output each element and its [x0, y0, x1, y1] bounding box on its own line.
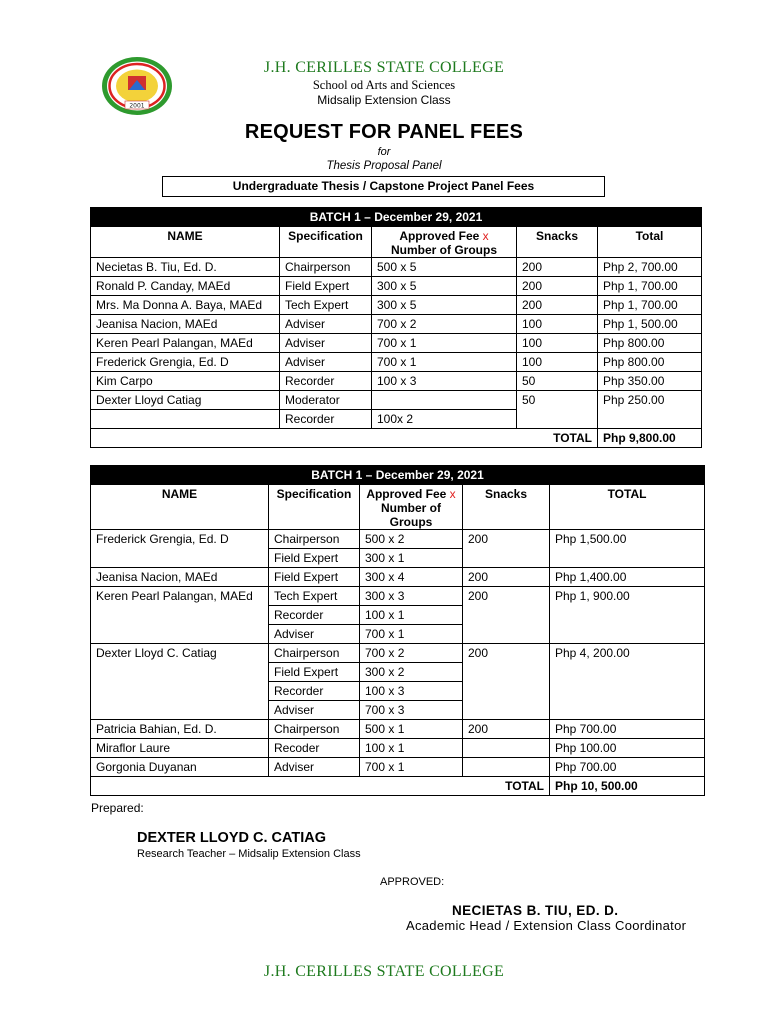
total-cell: Php 250.00	[598, 391, 702, 410]
total-cell	[598, 410, 702, 429]
snacks-cell: 200	[463, 530, 550, 568]
name-cell: Frederick Grengia, Ed. D	[91, 530, 269, 568]
total-cell: Php 800.00	[598, 334, 702, 353]
approved-fee-label: Approved Fee	[399, 229, 480, 243]
approved-fee-cell	[372, 391, 517, 410]
specification-cell: Chairperson	[280, 258, 372, 277]
col-snacks-header: Snacks	[463, 485, 550, 530]
snacks-cell: 200	[517, 296, 598, 315]
specification-cell: Field Expert	[280, 277, 372, 296]
approved-fee-cell: 300 x 5	[372, 277, 517, 296]
specification-cell: Adviser	[280, 315, 372, 334]
approved-fee-cell: 500 x 2	[360, 530, 463, 549]
total-row	[91, 429, 702, 448]
table-row	[91, 758, 705, 777]
specification-cell: Field Expert	[269, 549, 360, 568]
name-cell	[91, 410, 280, 429]
times-mark: x	[482, 229, 489, 243]
total-cell: Php 2, 700.00	[598, 258, 702, 277]
total-cell: Php 1, 500.00	[598, 315, 702, 334]
approved-fee-cell: 100x 2	[372, 410, 517, 429]
batch2-header-row	[91, 466, 705, 485]
specification-cell: Adviser	[280, 334, 372, 353]
approved-fee-cell: 700 x 2	[360, 644, 463, 663]
approved-fee-cell: 700 x 1	[360, 758, 463, 777]
specification-cell: Adviser	[280, 353, 372, 372]
approver-name: NECIETAS B. TIU, ED. D.	[452, 903, 619, 918]
approved-fee-cell: 700 x 3	[360, 701, 463, 720]
table-row	[91, 644, 705, 663]
approved-fee-label: Approved Fee	[366, 487, 447, 501]
specification-cell: Tech Expert	[269, 587, 360, 606]
table-row	[91, 334, 702, 353]
snacks-cell: 200	[517, 258, 598, 277]
name-cell: Gorgonia Duyanan	[91, 758, 269, 777]
col-snacks-header: Snacks	[517, 227, 598, 258]
total-cell: Php 700.00	[550, 758, 705, 777]
college-name-footer: J.H. CERILLES STATE COLLEGE	[263, 963, 505, 980]
specification-cell: Chairperson	[269, 644, 360, 663]
name-cell: Keren Pearl Palangan, MAEd	[91, 587, 269, 644]
approved-fee-cell: 300 x 2	[360, 663, 463, 682]
table-row	[91, 587, 705, 606]
total-cell: Php 1, 900.00	[550, 587, 705, 644]
approved-fee-cell: 700 x 2	[372, 315, 517, 334]
svg-text:2001: 2001	[129, 102, 145, 110]
approved-fee-cell: 500 x 1	[360, 720, 463, 739]
approved-fee-cell: 300 x 4	[360, 568, 463, 587]
table-row	[91, 739, 705, 758]
total-cell: Php 100.00	[550, 739, 705, 758]
number-of-label: Number of	[381, 501, 441, 515]
name-cell: Jeanisa Nacion, MAEd	[91, 568, 269, 587]
preparer-title: Research Teacher – Midsalip Extension Class	[137, 848, 361, 860]
name-cell: Kim Carpo	[91, 372, 280, 391]
table-row	[91, 372, 702, 391]
total-cell: Php 1,500.00	[550, 530, 705, 568]
specification-cell: Chairperson	[269, 530, 360, 549]
total-cell: Php 1, 700.00	[598, 277, 702, 296]
total-row	[91, 777, 705, 796]
col-specification-header: Specification	[269, 485, 360, 530]
total-cell: Php 350.00	[598, 372, 702, 391]
total-cell: Php 700.00	[550, 720, 705, 739]
snacks-cell: 200	[463, 644, 550, 720]
table-row	[91, 353, 702, 372]
extension-name: Midsalip Extension Class	[317, 93, 451, 107]
specification-cell: Field Expert	[269, 663, 360, 682]
approver-title: Academic Head / Extension Class Coordinator	[406, 918, 687, 933]
times-mark: x	[449, 487, 456, 501]
school-name: School od Arts and Sciences	[312, 78, 456, 92]
name-cell: Miraflor Laure	[91, 739, 269, 758]
batch1-column-headers	[91, 227, 702, 258]
total-cell: Php 4, 200.00	[550, 644, 705, 720]
snacks-cell: 200	[517, 277, 598, 296]
approved-fee-cell: 700 x 1	[372, 334, 517, 353]
prepared-label: Prepared:	[91, 801, 144, 815]
snacks-cell: 100	[517, 353, 598, 372]
snacks-cell: 100	[517, 315, 598, 334]
table-row	[91, 720, 705, 739]
name-cell: Keren Pearl Palangan, MAEd	[91, 334, 280, 353]
snacks-cell	[463, 758, 550, 777]
table-row	[91, 391, 702, 410]
name-cell: Patricia Bahian, Ed. D.	[91, 720, 269, 739]
col-total-header: TOTAL	[550, 485, 705, 530]
preparer-name: DEXTER LLOYD C. CATIAG	[137, 830, 327, 846]
groups-label: Groups	[389, 515, 433, 529]
total-cell: Php 1,400.00	[550, 568, 705, 587]
specification-cell: Recorder	[269, 682, 360, 701]
table-row	[91, 277, 702, 296]
number-of-groups-label: Number of Groups	[390, 243, 497, 257]
snacks-cell	[517, 410, 598, 429]
for-label: for	[377, 146, 391, 158]
approved-label: APPROVED:	[380, 876, 445, 888]
total-cell: Php 1, 700.00	[598, 296, 702, 315]
table-row	[91, 315, 702, 334]
approved-fee-cell: 500 x 5	[372, 258, 517, 277]
approved-fee-cell: 300 x 5	[372, 296, 517, 315]
total-cell: Php 800.00	[598, 353, 702, 372]
col-approved-fee-header	[360, 485, 463, 530]
approved-fee-cell: 700 x 1	[372, 353, 517, 372]
total-value: Php 9,800.00	[598, 429, 702, 448]
specification-cell: Adviser	[269, 758, 360, 777]
table-row	[91, 258, 702, 277]
batch1-fees-table	[90, 207, 702, 448]
specification-cell: Recorder	[280, 410, 372, 429]
specification-cell: Chairperson	[269, 720, 360, 739]
specification-cell: Adviser	[269, 625, 360, 644]
col-approved-fee-header	[372, 227, 517, 258]
name-cell: Mrs. Ma Donna A. Baya, MAEd	[91, 296, 280, 315]
approved-fee-cell: 300 x 3	[360, 587, 463, 606]
name-cell: Jeanisa Nacion, MAEd	[91, 315, 280, 334]
approved-fee-cell: 700 x 1	[360, 625, 463, 644]
panel-type: Thesis Proposal Panel	[326, 160, 442, 172]
document-title: REQUEST FOR PANEL FEES	[244, 121, 524, 143]
snacks-cell: 200	[463, 568, 550, 587]
approved-fee-cell: 100 x 1	[360, 606, 463, 625]
name-cell: Necietas B. Tiu, Ed. D.	[91, 258, 280, 277]
approved-fee-cell: 100 x 3	[372, 372, 517, 391]
snacks-cell: 200	[463, 587, 550, 644]
name-cell: Ronald P. Canday, MAEd	[91, 277, 280, 296]
col-total-header: Total	[598, 227, 702, 258]
col-specification-header: Specification	[280, 227, 372, 258]
col-name-header: NAME	[91, 485, 269, 530]
snacks-cell: 50	[517, 372, 598, 391]
snacks-cell: 100	[517, 334, 598, 353]
specification-cell: Recorder	[280, 372, 372, 391]
table-row	[91, 530, 705, 549]
batch2-column-headers	[91, 485, 705, 530]
approved-fee-cell: 100 x 1	[360, 739, 463, 758]
col-name-header: NAME	[91, 227, 280, 258]
snacks-cell: 200	[463, 720, 550, 739]
specification-cell: Adviser	[269, 701, 360, 720]
table-row	[91, 410, 702, 429]
name-cell: Dexter Lloyd C. Catiag	[91, 644, 269, 720]
table-row	[91, 568, 705, 587]
specification-cell: Recorder	[269, 606, 360, 625]
name-cell: Frederick Grengia, Ed. D	[91, 353, 280, 372]
snacks-cell	[463, 739, 550, 758]
batch2-title: BATCH 1 – December 29, 2021	[91, 466, 705, 485]
total-label: TOTAL	[91, 429, 598, 448]
college-name-header: J.H. CERILLES STATE COLLEGE	[263, 59, 505, 76]
name-cell: Dexter Lloyd Catiag	[91, 391, 280, 410]
batch1-title: BATCH 1 – December 29, 2021	[91, 208, 702, 227]
batch2-fees-table	[90, 465, 705, 796]
specification-cell: Field Expert	[269, 568, 360, 587]
specification-cell: Tech Expert	[280, 296, 372, 315]
fee-category-box: Undergraduate Thesis / Capstone Project Panel Fees	[162, 176, 605, 197]
approved-fee-cell: 300 x 1	[360, 549, 463, 568]
total-value: Php 10, 500.00	[550, 777, 705, 796]
table-row	[91, 296, 702, 315]
specification-cell: Recoder	[269, 739, 360, 758]
approved-fee-cell: 100 x 3	[360, 682, 463, 701]
snacks-cell: 50	[517, 391, 598, 410]
batch1-header-row	[91, 208, 702, 227]
specification-cell: Moderator	[280, 391, 372, 410]
total-label: TOTAL	[91, 777, 550, 796]
